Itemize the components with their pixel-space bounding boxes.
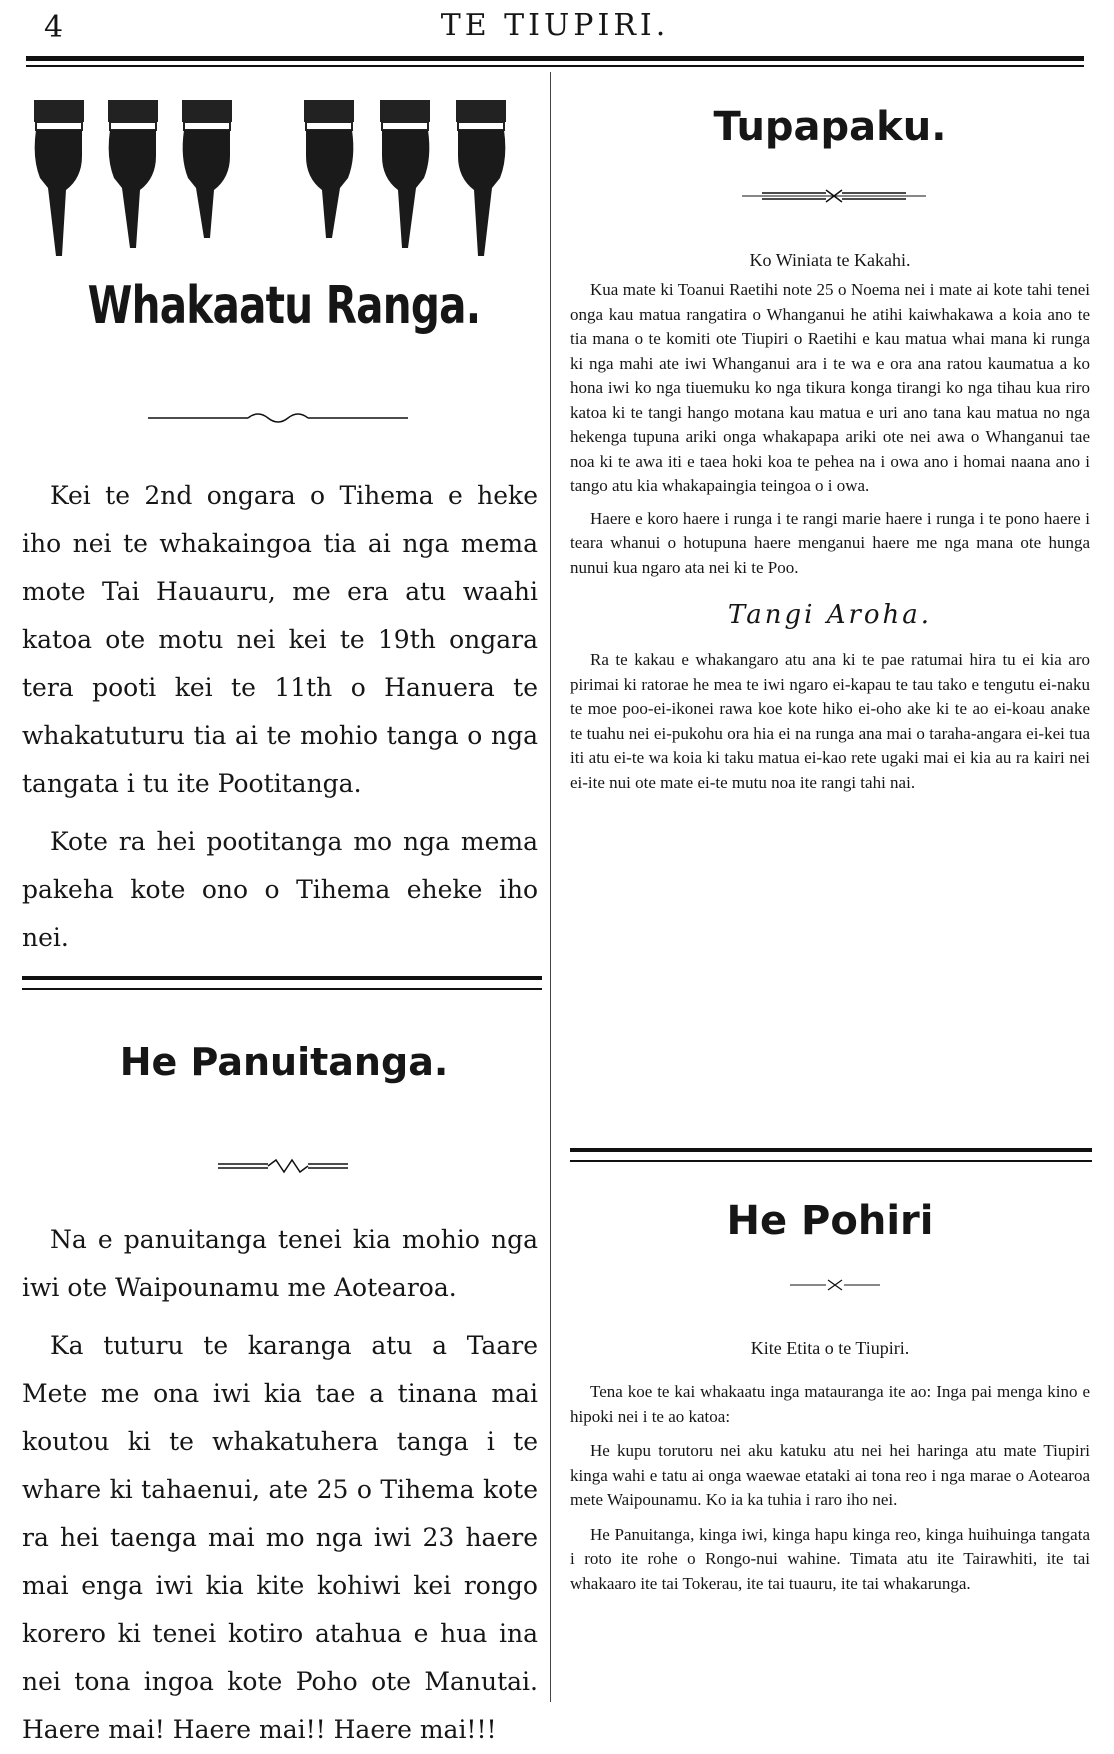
panuitanga-body: [22, 1216, 538, 1754]
tupapaku-paragraph-1: Kua mate ki Toanui Raetihi note 25 o Noema nei i mate ai kote tahi tenei onga kau matua rangatira o Whanganui he atihi kaiwhakawa a koia ano te tia mana o te komiti ote Tiupiri o Raetihi e kau matua whai mana ki runga ki nga mahi ate iwi Whanganui ara i te wa e ora ana ratou kaumatua a ko hona iwi ko nga tiuemuku ko nga tikura konga tirangi ko nga tihau kua riro katoa ki te tangi hango motana kau matua e uri ano tana kau matua no nga hekenga tupuna ariki onga whakapapa ariki ote nei awa o Whanganui tae noa ki te awa iti e taea hoki koa te pehea na i owa ano i homai naana ano i tango atu kia whakapaingia teingoa o i owa.: [570, 280, 1090, 495]
pointing-hand-icon: [300, 98, 358, 258]
pointing-hand-icon: [178, 98, 236, 258]
section-double-rule: [570, 1148, 1092, 1162]
pohiri-paragraph-1: Tena koe te kai whakaatu inga matauranga ite ao: Inga pai menga kino e hipoki nei i te ao katoa:: [570, 1382, 1090, 1426]
whakaatu-title: Whakaatu Ranga.: [87, 276, 481, 336]
panuitanga-paragraph-2: Ka tuturu te karanga atu a Taare Mete me ona iwi kia tae a tinana mai koutou ki te whakatuhera tanga i te whare ki tahaenui, ate 25 o Tihema kote ra hei taenga mai mo nga iwi 23 haere mai enga iwi kia kite kohiwi kei rongo korero ki tenei kotiro atahua e hua ina nei tona ingoa kote Poho ote Manutai. Haere mai! Haere mai!! Haere mai!!!: [22, 1331, 538, 1744]
tupapaku-paragraph-2: Haere e koro haere i runga i te rangi marie haere i runga i te pono haere i teara whanui o hotupuna haere menganui haere me nga mana ote hunga nunui kua ngaro ata nei ki te Poo.: [570, 508, 1090, 577]
ornament-divider-icon: [148, 410, 408, 426]
whakaatu-section: [26, 276, 542, 336]
ornament-divider-icon: [790, 1278, 880, 1292]
tupapaku-title: Tupapaku.: [713, 104, 947, 150]
panuitanga-paragraph-1: Na e panuitanga tenei kia mohio nga iwi ote Waipounamu me Aotearoa.: [22, 1225, 538, 1302]
header-rule-thick: [26, 56, 1084, 61]
column-divider: [550, 72, 551, 1702]
header-rule-thin: [26, 65, 1084, 67]
whakaatu-paragraph-1: Kei te 2nd ongara o Tihema e heke iho nei te whakaingoa tia ai nga mema mote Tai Hauauru, me era atu waahi katoa ote motu nei kei te 19th ongara tera pooti kei te 11th o Hanuera te whakatuturu tia ai te mohio tanga o nga tangata i tu ite Pootitanga.: [22, 481, 538, 798]
pointing-hand-icon: [30, 98, 88, 258]
tupapaku-byline: Ko Winiata te Kakahi.: [749, 250, 911, 270]
pohiri-body: [570, 1380, 1090, 1596]
section-double-rule: [22, 976, 542, 990]
page-number: 4: [44, 10, 64, 45]
tupapaku-section: [566, 104, 1094, 150]
page-header: [26, 4, 1084, 44]
pohiri-byline: Kite Etita o te Tiupiri.: [750, 1338, 910, 1358]
panuitanga-section: [26, 1040, 542, 1084]
tangi-aroha-poem: Ra te kakau e whakangaro atu ana ki te pae ratumai hira tu ei kia aro pirimai ki ratorae he mea te iwi ngaro ei-kapau te tau tako e tengutu ei-naku te moe poo-ei-ikonei rawa koe kote hiko ei-oho ake ki te ao ei-koau anake te tuahu nei ei-pukohu ora hia ei na runga ana mai o taraha-angara ei-kei tua iti atu ei-te wa koia ki taku matua ei-kao rete ugaki mai ei kia au ra kairi nei ei-ite nui ote mate ei-te mutu noa ite rangi tahi nai.: [570, 650, 1090, 792]
pointing-hands-row: [30, 98, 520, 258]
ornament-divider-icon: [742, 188, 926, 204]
pohiri-paragraph-3: He Panuitanga, kinga iwi, kinga hapu kinga reo, kinga huihuinga tangata i roto ite rohe o Rongo-nui wahine. Timata atu ite Tairawhiti, ite tai whakaaro ite tai Tokerau, ite tai tuauru, ite tai whakarunga.: [570, 1524, 1090, 1593]
ornament-divider-icon: [218, 1158, 348, 1174]
newspaper-title: TE TIUPIRI.: [440, 8, 670, 43]
pohiri-paragraph-2: He kupu torutoru nei aku katuku atu nei hei haringa atu mate Tiupiri kinga wahi e tatu ai onga waewae etataki ai tona reo i nga marae o Aotearoa mete Waipounamu. Ko ia ka tuhia i raro iho nei.: [570, 1441, 1090, 1509]
whakaatu-body: [22, 472, 538, 962]
pohiri-section: [566, 1198, 1094, 1244]
pohiri-title: He Pohiri: [726, 1198, 934, 1244]
pointing-hand-icon: [452, 98, 510, 258]
whakaatu-paragraph-2: Kote ra hei pootitanga mo nga mema pakeha kote ono o Tihema eheke iho nei.: [22, 827, 538, 952]
tangi-aroha-heading: Tangi Aroha.: [727, 600, 933, 630]
tupapaku-body: [570, 278, 1090, 795]
panuitanga-title: He Panuitanga.: [119, 1040, 449, 1084]
pointing-hand-icon: [104, 98, 162, 258]
pointing-hand-icon: [376, 98, 434, 258]
